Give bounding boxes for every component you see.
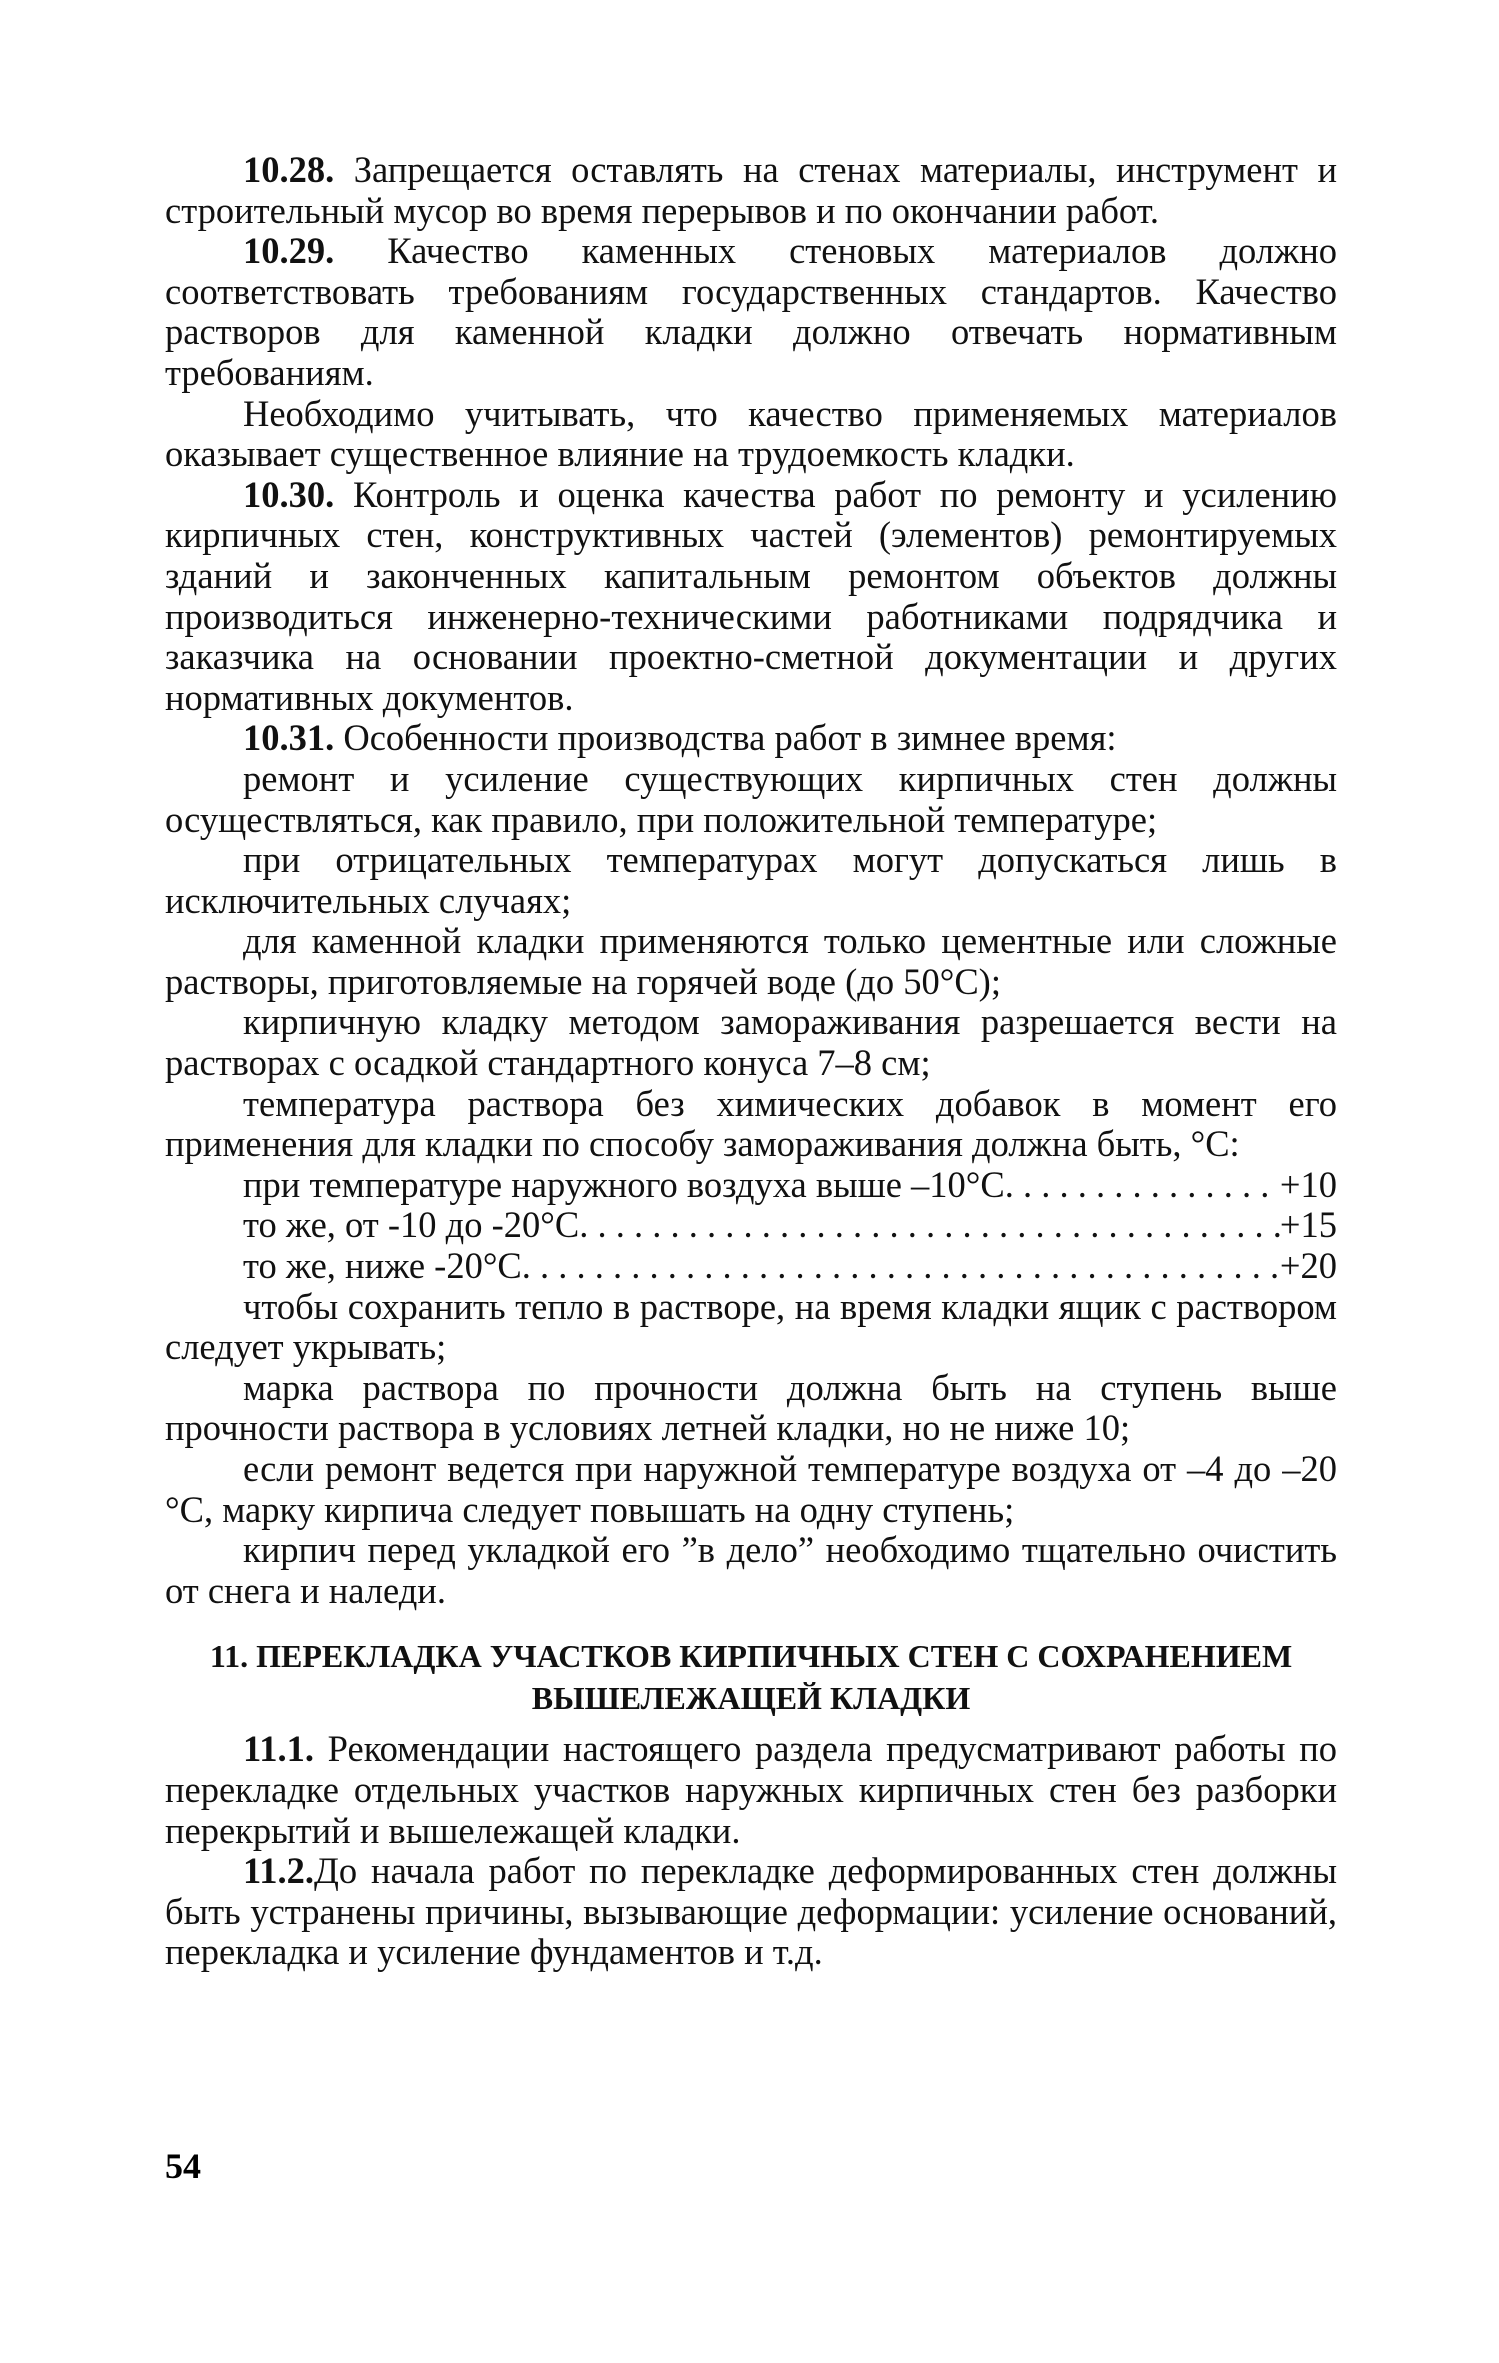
paragraph-text: Контроль и оценка качества работ по ремонту и усилению кирпичных стен, конструктивных частей (элементов) ремонтируемых зданий и законченных капитальным ремонтом объектов должны производиться инженерно-техническими работниками подрядчика и заказчика на основании проектно-сметной документации и других нормативных документов. xyxy=(165,473,1337,718)
paragraph-text: Запрещается оставлять на стенах материалы, инструмент и строительный мусор во время перерывов и по окончании работ. xyxy=(165,149,1337,231)
dot-leader xyxy=(522,1246,1280,1287)
paragraph-10-31 xyxy=(165,718,1337,759)
paragraph-11-1 xyxy=(165,1729,1337,1851)
temperature-row xyxy=(165,1205,1337,1246)
clause-number: 10.30. xyxy=(243,473,335,515)
temperature-label: при температуре наружного воздуха выше –10°С xyxy=(243,1163,1005,1205)
temperature-row xyxy=(165,1165,1337,1206)
paragraph-10-29-note: Необходимо учитывать, что качество применяемых материалов оказывает существенное влияние на трудоемкость кладки. xyxy=(165,392,1337,475)
page-number: 54 xyxy=(165,2146,201,2186)
paragraph-text: До начала работ по перекладке деформированных стен должны быть устранены причины, вызывающие деформации: усиление оснований, перекладка и усиление фундаментов и т.д. xyxy=(165,1850,1337,1973)
dot-leader xyxy=(1005,1165,1280,1206)
clause-number: 10.31. xyxy=(243,717,335,759)
temperature-label: то же, от -10 до -20°С xyxy=(243,1204,580,1246)
winter-item: температура раствора без химических добавок в момент его применения для кладки по способу замораживания должна быть, °С: xyxy=(165,1082,1337,1165)
winter-item: при отрицательных температурах могут допускаться лишь в исключительных случаях; xyxy=(165,839,1337,921)
paragraph-10-28 xyxy=(165,150,1337,231)
paragraph-text: Качество каменных стеновых материалов должно соответствовать требованиям государственных стандартов. Качество растворов для каменной кладки должно отвечать нормативным требованиям. xyxy=(165,230,1337,393)
paragraph-text: Особенности производства работ в зимнее время: xyxy=(334,717,1117,759)
temperature-label: то же, ниже -20°С xyxy=(243,1245,522,1287)
clause-number: 10.28. xyxy=(243,149,335,190)
winter-item: марка раствора по прочности должна быть на ступень выше прочности раствора в условиях летней кладки, но не ниже 10; xyxy=(165,1366,1337,1449)
paragraph-10-29 xyxy=(165,231,1337,393)
winter-item: если ремонт ведется при наружной температуре воздуха от –4 до –20 °С, марку кирпича следует повышать на одну ступень; xyxy=(165,1448,1337,1530)
winter-item: чтобы сохранить тепло в растворе, на время кладки ящик с раствором следует укрывать; xyxy=(165,1285,1337,1368)
winter-item: ремонт и усиление существующих кирпичных стен должны осуществляться, как правило, при положительной температуре; xyxy=(165,757,1337,840)
temperature-row xyxy=(165,1246,1337,1287)
clause-number: 11.1. xyxy=(243,1728,314,1770)
temperature-value: +20 xyxy=(1279,1245,1337,1287)
clause-number: 10.29. xyxy=(243,230,335,272)
temperature-value: +10 xyxy=(1279,1163,1337,1205)
section-heading: 11. ПЕРЕКЛАДКА УЧАСТКОВ КИРПИЧНЫХ СТЕН С СОХРАНЕНИЕМ ВЫШЕЛЕЖАЩЕЙ КЛАДКИ xyxy=(209,1638,1293,1717)
dot-leader xyxy=(579,1205,1280,1246)
paragraph-10-30 xyxy=(165,475,1337,719)
paragraph-text: Рекомендации настоящего раздела предусматривают работы по перекладке отдельных участков наружных кирпичных стен без разборки перекрытий и вышележащей кладки. xyxy=(165,1728,1337,1851)
clause-number: 11.2. xyxy=(243,1850,314,1892)
winter-item: кирпич перед укладкой его ”в дело” необходимо тщательно очистить от снега и наледи. xyxy=(165,1529,1337,1611)
paragraph-11-2 xyxy=(165,1851,1337,1973)
winter-item: для каменной кладки применяются только цементные или сложные растворы, приготовляемые на горячей воде (до 50°С); xyxy=(165,920,1337,1002)
document-page xyxy=(165,150,1337,1973)
winter-item: кирпичную кладку методом замораживания разрешается вести на растворах с осадкой стандартного конуса 7–8 см; xyxy=(165,1001,1337,1084)
temperature-value: +15 xyxy=(1279,1204,1337,1246)
